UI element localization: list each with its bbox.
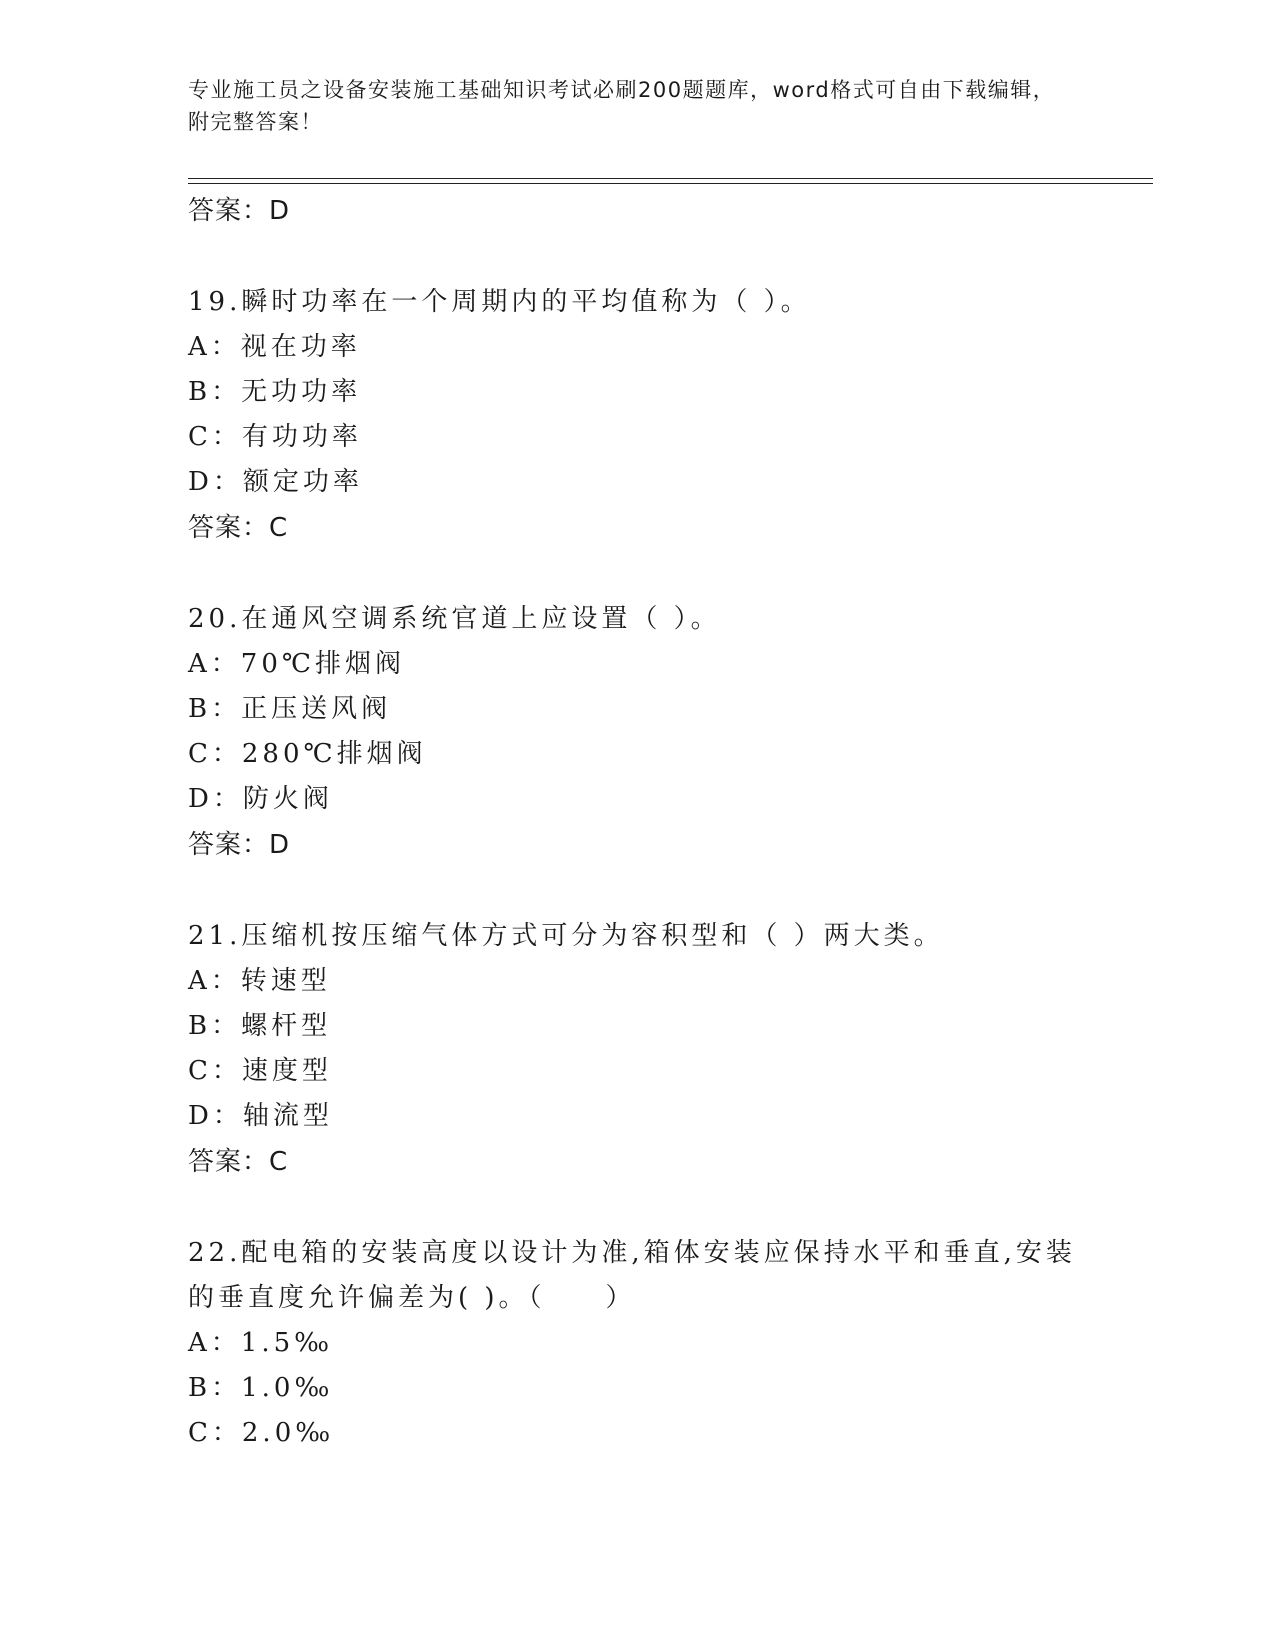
answer-line: 答案：C <box>188 1147 289 1177</box>
header-divider-bottom <box>188 183 1153 184</box>
question-text: 19.瞬时功率在一个周期内的平均值称为（ ）。 <box>188 287 811 317</box>
option-c: C：有功功率 <box>188 422 362 452</box>
question-block <box>188 280 1088 551</box>
option-a: A：1.5‰ <box>188 1328 334 1358</box>
answer-line: 答案：C <box>188 513 289 543</box>
option-b: B：1.0‰ <box>188 1373 334 1403</box>
answer-line: 答案：D <box>188 830 291 860</box>
option-b: B：无功功率 <box>188 377 362 407</box>
question-text: 20.在通风空调系统官道上应设置（ ）。 <box>188 604 721 634</box>
option-c: C：2.0‰ <box>188 1418 335 1448</box>
option-c: C：280℃排烟阀 <box>188 739 427 769</box>
option-a: A：70℃排烟阀 <box>188 649 405 679</box>
option-b: B：正压送风阀 <box>188 694 392 724</box>
option-c: C：速度型 <box>188 1056 332 1086</box>
answer-line: 答案：D <box>188 196 291 226</box>
header-divider-top <box>188 178 1153 179</box>
question-block <box>188 914 1088 1185</box>
question-text: 21.压缩机按压缩气体方式可分为容积型和（ ）两大类。 <box>188 921 944 951</box>
question-block <box>188 597 1088 868</box>
option-a: A：转速型 <box>188 966 331 996</box>
option-a: A：视在功率 <box>188 332 361 362</box>
option-d: D：额定功率 <box>188 467 363 497</box>
question-block <box>188 1231 1088 1456</box>
document-header: 专业施工员之设备安装施工基础知识考试必刷200题题库，word格式可自由下载编辑，附完整答案！ <box>188 78 1056 134</box>
option-d: D：轴流型 <box>188 1101 333 1131</box>
option-d: D：防火阀 <box>188 784 333 814</box>
option-b: B：螺杆型 <box>188 1011 332 1041</box>
question-list <box>188 188 1088 1456</box>
question-text: 22.配电箱的安装高度以设计为准,箱体安装应保持水平和垂直,安装的垂直度允许偏差为( )。（ ） <box>188 1238 1076 1313</box>
